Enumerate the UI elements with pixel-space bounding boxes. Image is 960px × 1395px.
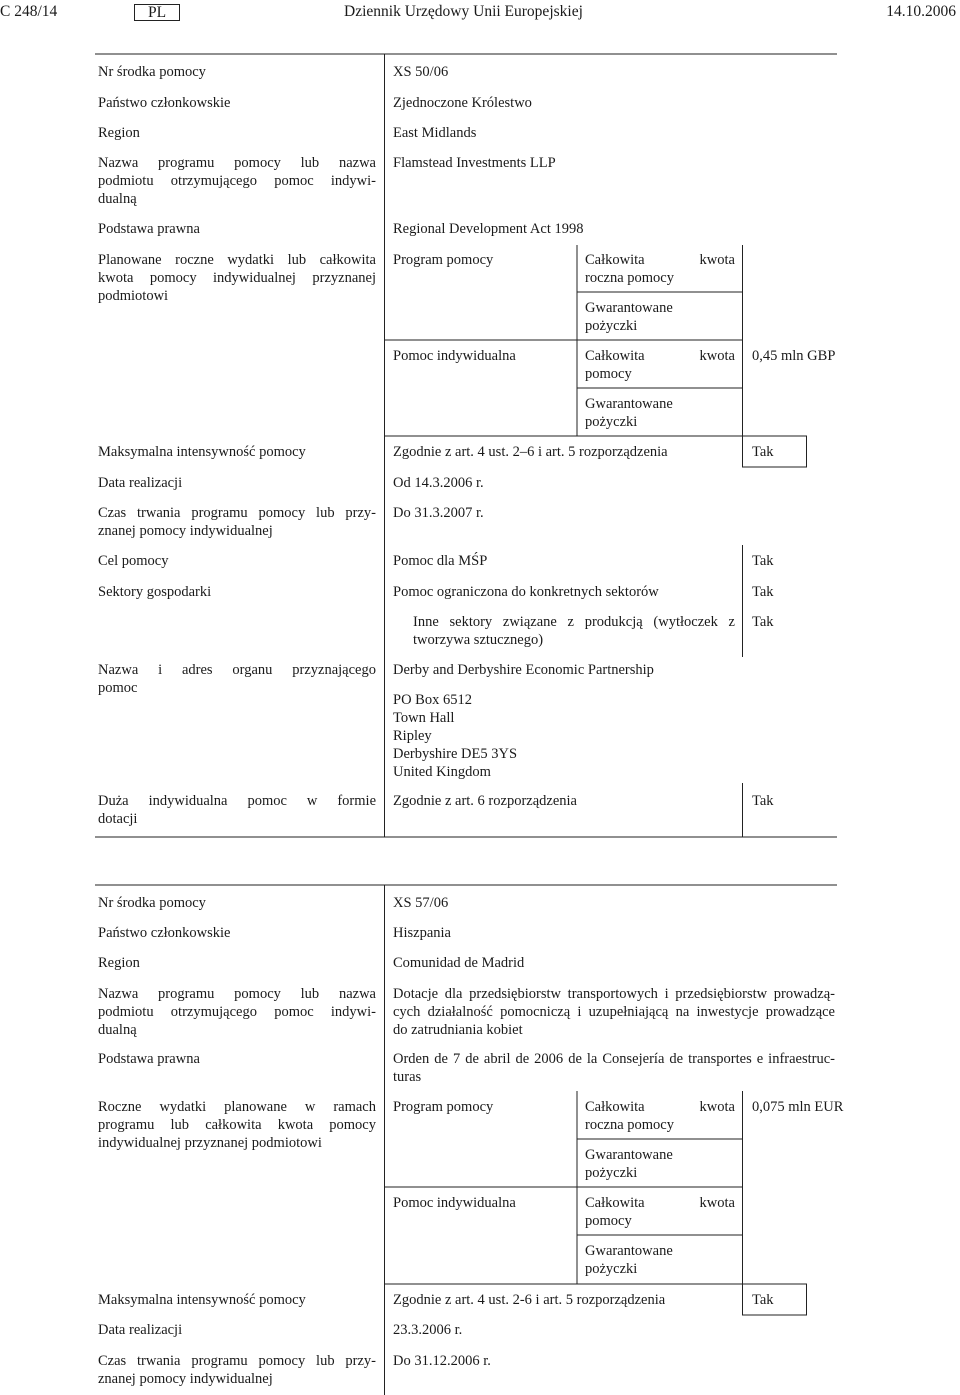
member-state-label: Państwo członkowskie (98, 95, 231, 111)
implementation-date-label: Data realizacji (98, 1322, 183, 1338)
large-individual-grant-tak: Tak (752, 793, 774, 809)
objective-tak: Tak (752, 553, 774, 569)
aid-scheme-label: Program pomocy (393, 252, 494, 268)
individual-aid-label: Pomoc indywidualna (393, 1195, 516, 1211)
annual-total-value: 0,075 mln EUR (752, 1099, 844, 1115)
region-label: Region (98, 955, 140, 971)
legal-basis-label: Podstawa prawna (98, 221, 200, 237)
total-aid-value: 0,45 mln GBP (752, 348, 836, 364)
implementation-date-label: Data realizacji (98, 475, 183, 491)
address-line: Ripley (393, 728, 432, 744)
address-line: Town Hall (393, 710, 455, 726)
max-intensity-tak: Tak (752, 444, 774, 460)
address-line: PO Box 6512 (393, 692, 472, 708)
aid-scheme-label: Program pomocy (393, 1099, 494, 1115)
address-line: Derbyshire DE5 3YS (393, 746, 518, 762)
granting-authority-name: Derby and Derbyshire Economic Partnership (393, 662, 654, 678)
page-reference: C 248/14 (0, 3, 58, 20)
max-intensity-tak: Tak (752, 1292, 774, 1308)
language-badge: PL (134, 4, 180, 21)
publication-date: 14.10.2006 (886, 3, 956, 20)
large-individual-grant-value: Zgodnie z art. 6 rozporządzenia (393, 793, 577, 809)
aid-number-value: XS 57/06 (393, 895, 449, 911)
duration-value: Do 31.3.2007 r. (393, 505, 484, 521)
legal-basis-label: Podstawa prawna (98, 1051, 200, 1067)
member-state-label: Państwo członkowskie (98, 925, 231, 941)
max-intensity-value: Zgodnie z art. 4 ust. 2-6 i art. 5 rozporządzenia (393, 1292, 666, 1308)
individual-aid-label: Pomoc indywidualna (393, 348, 516, 364)
legal-basis-value: Regional Development Act 1998 (393, 221, 584, 237)
sectors-tak: Tak (752, 584, 774, 600)
objective-label: Cel pomocy (98, 553, 169, 569)
aid-number-label: Nr środka pomocy (98, 64, 206, 80)
max-intensity-value: Zgodnie z art. 4 ust. 2–6 i art. 5 rozporządzenia (393, 444, 668, 460)
sectors-value: Pomoc ograniczona do konkretnych sektorów (393, 584, 659, 600)
address-line: United Kingdom (393, 764, 491, 780)
member-state-value: Zjednoczone Królestwo (393, 95, 532, 111)
implementation-date-value: Od 14.3.2006 r. (393, 475, 484, 491)
region-value: Comunidad de Madrid (393, 955, 525, 971)
max-intensity-label: Maksymalna intensywność pomocy (98, 444, 306, 460)
member-state-value: Hiszpania (393, 925, 451, 941)
journal-title: Dziennik Urzędowy Unii Europejskiej (344, 3, 583, 20)
aid-number-label: Nr środka pomocy (98, 895, 206, 911)
region-label: Region (98, 125, 140, 141)
objective-value: Pomoc dla MŚP (393, 553, 488, 569)
sectors-label: Sektory gospodarki (98, 584, 212, 600)
other-sectors-tak: Tak (752, 614, 774, 630)
duration-value: Do 31.12.2006 r. (393, 1353, 491, 1369)
aid-number-value: XS 50/06 (393, 64, 449, 80)
max-intensity-label: Maksymalna intensywność pomocy (98, 1292, 306, 1308)
region-value: East Midlands (393, 125, 477, 141)
page-header (0, 0, 960, 24)
scheme-name-value: Flamstead Investments LLP (393, 155, 556, 171)
implementation-date-value: 23.3.2006 r. (393, 1322, 463, 1338)
